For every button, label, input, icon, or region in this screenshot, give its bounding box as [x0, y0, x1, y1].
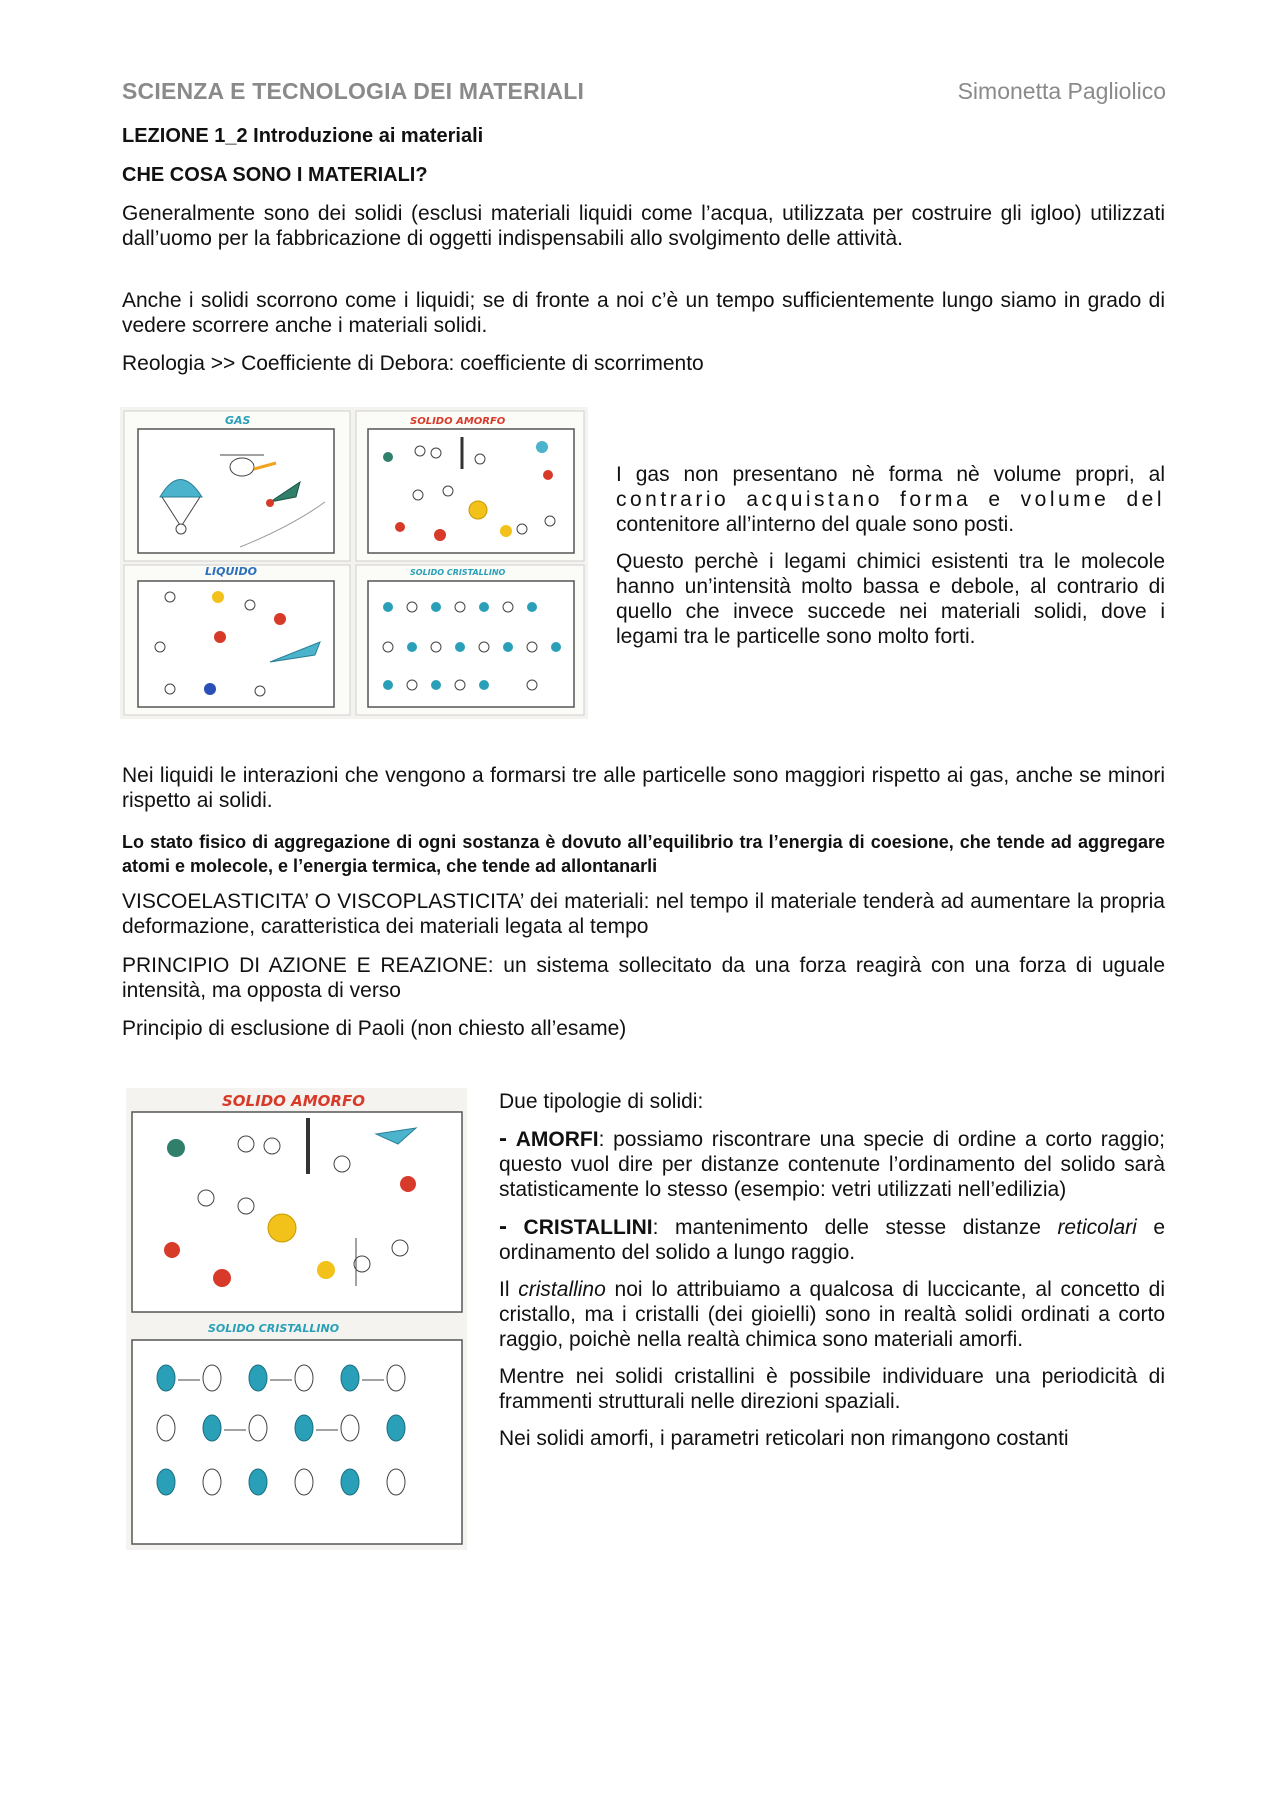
- amorphous-parameters: Nei solidi amorfi, i parametri reticolari non rimangono costanti: [499, 1427, 1069, 1450]
- solid-types-intro: Due tipologie di solidi:: [499, 1090, 704, 1113]
- paragraph-viscoelasticity: VISCOELASTICITA’ O VISCOPLASTICITA’ dei materiali: nel tempo il materiale tenderà ad aumentare la propria deformazione, caratteristica dei materiali legata al tempo: [122, 890, 1165, 938]
- section-title: CHE COSA SONO I MATERIALI?: [122, 164, 428, 186]
- paragraph-liquids: Nei liquidi le interazioni che vengono a formarsi tre alle particelle sono maggiori rispetto ai gas, anche se minori rispetto ai solidi.: [122, 764, 1165, 812]
- paragraph-rheology: Reologia >> Coefficiente di Debora: coefficiente di scorrimento: [122, 352, 704, 375]
- crystalline-definition: - CRISTALLINI: mantenimento delle stesse distanze reticolari e ordinamento del solido a lungo raggio.: [499, 1213, 1165, 1264]
- gas-label: GAS: [225, 414, 251, 427]
- bonds-paragraph: Questo perchè i legami chimici esistenti tra le molecole hanno un’intensità molto bassa e debole, al contrario di quello che invece succede nei materiali solidi, dove i legami tra le particelle sono molto forti.: [616, 550, 1165, 648]
- solid-types-figure: [126, 1088, 467, 1550]
- amorphous-term: AMORFI: [515, 1128, 599, 1151]
- crystalline-term: CRISTALLINI: [523, 1216, 653, 1239]
- crystalline-label-2: SOLIDO CRISTALLINO: [208, 1322, 340, 1335]
- author-header: Simonetta Pagliolico: [957, 78, 1166, 104]
- paragraph-solids-flow: Anche i solidi scorrono come i liquidi; se di fronte a noi c’è un tempo sufficientemente lungo siamo in grado di vedere scorrere anche i materiali solidi.: [122, 289, 1165, 337]
- paragraph-exclusion-principle: Principio di esclusione di Paoli (non chiesto all’esame): [122, 1017, 627, 1040]
- sun-icon: [469, 501, 487, 519]
- gas-text-2: contrario acquistano forma e volume del: [616, 488, 1165, 511]
- states-of-matter-figure: [120, 407, 588, 719]
- gas-text-3: contenitore all’interno del quale sono posti.: [616, 513, 1015, 536]
- paragraph-action-reaction: PRINCIPIO DI AZIONE E REAZIONE: un sistema sollecitato da una forza reagirà con una forza di uguale intensità, ma opposta di verso: [122, 954, 1165, 1002]
- gas-description: [616, 462, 1165, 661]
- liquid-label: LIQUIDO: [205, 565, 257, 578]
- crystalline-periodicity: Mentre nei solidi cristallini è possibile individuare una periodicità di frammenti strutturali nelle direzioni spaziali.: [499, 1365, 1165, 1413]
- gas-text-1: I gas non presentano nè forma nè volume propri, al: [616, 463, 1165, 486]
- amorphous-definition: - AMORFI: possiamo riscontrare una specie di ordine a corto raggio; questo vuol dire per distanze contenute l’ordinamento del solido sarà statisticamente lo stesso (esempio: vetri utilizzati nell’edilizia): [499, 1125, 1166, 1201]
- amorphous-label-1: SOLIDO AMORFO: [410, 416, 506, 427]
- crystalline-meaning: Il cristallino noi lo attribuiamo a qualcosa di luccicante, al concetto di cristallo, ma i cristalli (dei gioielli) sono in realtà solidi ordinati a corto raggio, poichè nella realtà chimica sono materiali amorfi.: [499, 1278, 1165, 1351]
- sun-icon-large: [268, 1214, 296, 1242]
- course-header: SCIENZA E TECNOLOGIA DEI MATERIALI: [122, 78, 585, 104]
- solid-types-description: [499, 1089, 1165, 1463]
- lesson-title: LEZIONE 1_2 Introduzione ai materiali: [122, 125, 484, 147]
- paragraph-definition: Generalmente sono dei solidi (esclusi materiali liquidi come l’acqua, utilizzata per costruire gli igloo) utilizzati dall’uomo per la fabbricazione di oggetti indispensabili allo svolgimento delle attività.: [122, 202, 1165, 250]
- crystalline-label-1: SOLIDO CRISTALLINO: [410, 568, 506, 577]
- amorphous-label-2: SOLIDO AMORFO: [222, 1092, 365, 1110]
- paragraph-aggregation-state: Lo stato fisico di aggregazione di ogni sostanza è dovuto all’equilibrio tra l’energia di coesione, che tende ad aggregare atomi e molecole, e l’energia termica, che tende ad allontanarli: [122, 832, 1165, 876]
